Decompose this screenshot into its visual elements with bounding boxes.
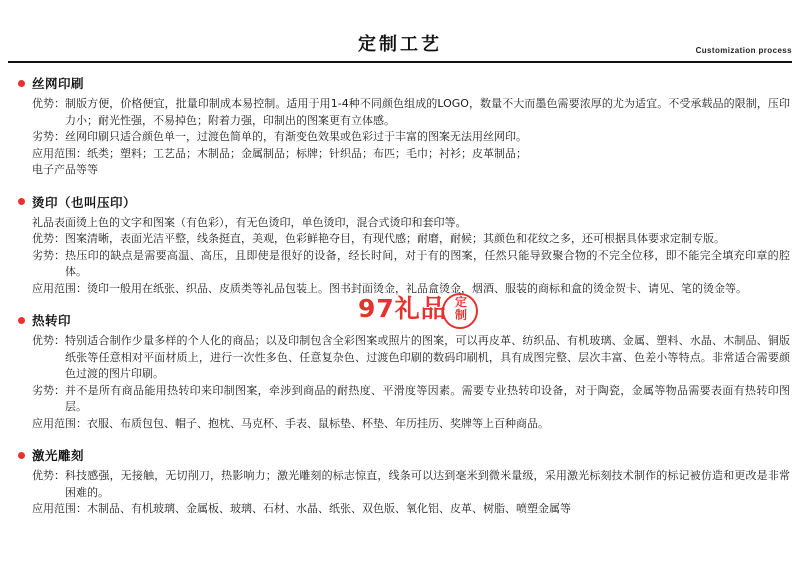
section-row [32, 333, 790, 383]
row-label: 劣势： [32, 130, 65, 143]
row-label: 优势： [32, 334, 65, 347]
sections-container [0, 62, 800, 518]
page-subtitle: Customization process [695, 46, 792, 55]
section-title: 丝网印刷 [32, 76, 85, 91]
section-row-continuation: 电子产品等等 [32, 163, 98, 176]
section-heading [18, 446, 790, 464]
section-laser-engraving [0, 446, 800, 518]
row-text: 热压印的缺点是需要高温、高压，且即使是很好的设备，经长时间，对于有的图案，任然只能导致聚合物的不完全位移，即不能完全填充印章的腔体。 [65, 248, 790, 278]
row-label: 劣势： [32, 383, 65, 397]
bullet-icon [18, 198, 25, 205]
section-body [18, 215, 790, 298]
row-text: 并不是所有商品能用热转印来印制图案，牵涉到商品的耐热度、平滑度等因素。需要专业热转印设备，对于陶瓷，金属等物品需要表面有热转印图层。 [65, 383, 790, 413]
row-label: 优势： [32, 232, 65, 245]
row-label: 应用范围： [32, 416, 87, 430]
section-body [18, 333, 790, 432]
section-row [32, 468, 790, 501]
bullet-icon [18, 452, 25, 459]
row-text: 丝网印刷只适合颜色单一，过渡色简单的，有渐变色效果或色彩过于丰富的图案无法用丝网印。 [65, 130, 527, 143]
row-text: 木制品、有机玻璃、金属板、玻璃、石材、水晶、纸张、双色版、氧化铝、皮革、树脂、喷塑金属等 [87, 502, 571, 515]
row-label: 应用范围： [32, 502, 87, 515]
section-title: 激光雕刻 [32, 448, 85, 463]
section-heat-transfer [0, 311, 800, 432]
row-text: 制版方便，价格便宜，批量印制成本易控制。适用于用1-4种不同颜色组成的LOGO，数量不大而墨色需要浓厚的尤为适宜。不受承载品的限制，压印力小；耐光性强，不易掉色；附着力强，印制出的图案更有立体感。 [65, 97, 790, 127]
section-row [32, 248, 790, 281]
section-row [32, 96, 790, 129]
watermark-stamp-text: 定制 [454, 295, 467, 322]
section-intro: 礼品表面烫上色的文字和图案（有色彩），有无色烫印，单色烫印，混合式烫印和套印等。 [32, 215, 467, 229]
section-row [32, 383, 790, 416]
header-divider [8, 61, 792, 63]
row-text: 科技感强，无接触，无切削刀，热影响力；激光雕刻的标志惊直，线条可以达到毫米到微米量级，采用激光标刻技术制作的标记被仿造和更改是非常困难的。 [65, 469, 790, 499]
section-hot-stamping [0, 193, 800, 298]
section-row [32, 416, 790, 433]
section-heading [18, 74, 790, 92]
row-text: 纸类；塑料；工艺品；木制品；金属制品；标牌；针织品；布匹；毛巾；衬衫；皮革制品； [87, 146, 527, 160]
section-title: 热转印 [32, 313, 72, 328]
section-row [32, 146, 790, 163]
watermark-text: 97礼品 [358, 294, 447, 323]
row-label: 应用范围： [32, 281, 87, 295]
row-text: 衣服、布质包包、帽子、抱枕、马克杯、手表、鼠标垫、杯垫、年历挂历、奖牌等上百种商品。 [87, 416, 549, 430]
section-body [18, 468, 790, 518]
section-row [32, 129, 790, 146]
row-label: 优势： [32, 469, 65, 482]
bullet-icon [18, 317, 25, 324]
row-text: 烫印一般用在纸张、织品、皮质类等礼品包装上。图书封面烫金，礼品盒烫金，烟酒、服装的商标和盒的烫金贺卡、请见、笔的烫金等。 [87, 281, 747, 295]
section-title: 烫印（也叫压印） [32, 194, 137, 210]
section-heading [18, 311, 790, 329]
section-row [32, 231, 790, 248]
section-row [32, 501, 790, 518]
section-row [32, 281, 790, 298]
row-label: 劣势： [32, 248, 65, 262]
row-label: 优势： [32, 97, 65, 110]
section-silkscreen [0, 74, 800, 179]
section-heading [18, 193, 790, 211]
row-text: 特别适合制作少量多样的个人化的商品；以及印制包含全彩图案或照片的图案，可以再皮革、纺织品、有机玻璃、金属、塑料、水晶、木制品、铜版纸张等任意相对平面材质上，进行一次性多色、任意复杂色、过渡色印刷的数码印刷机，具有成图完整、层次丰富、色差小等特点。非常适合需要颜色过渡的图片印刷。 [65, 334, 790, 380]
row-text: 图案清晰，表面光洁平整，线条挺直，美观，色彩鲜艳夺目，有现代感；耐磨，耐候；其颜色和花纹之多，还可根据具体要求定制专版。 [65, 232, 725, 245]
page-header [0, 0, 800, 62]
bullet-icon [18, 80, 25, 87]
row-label: 应用范围： [32, 146, 87, 160]
section-body [18, 96, 790, 179]
page-title: 定制工艺 [358, 34, 442, 55]
